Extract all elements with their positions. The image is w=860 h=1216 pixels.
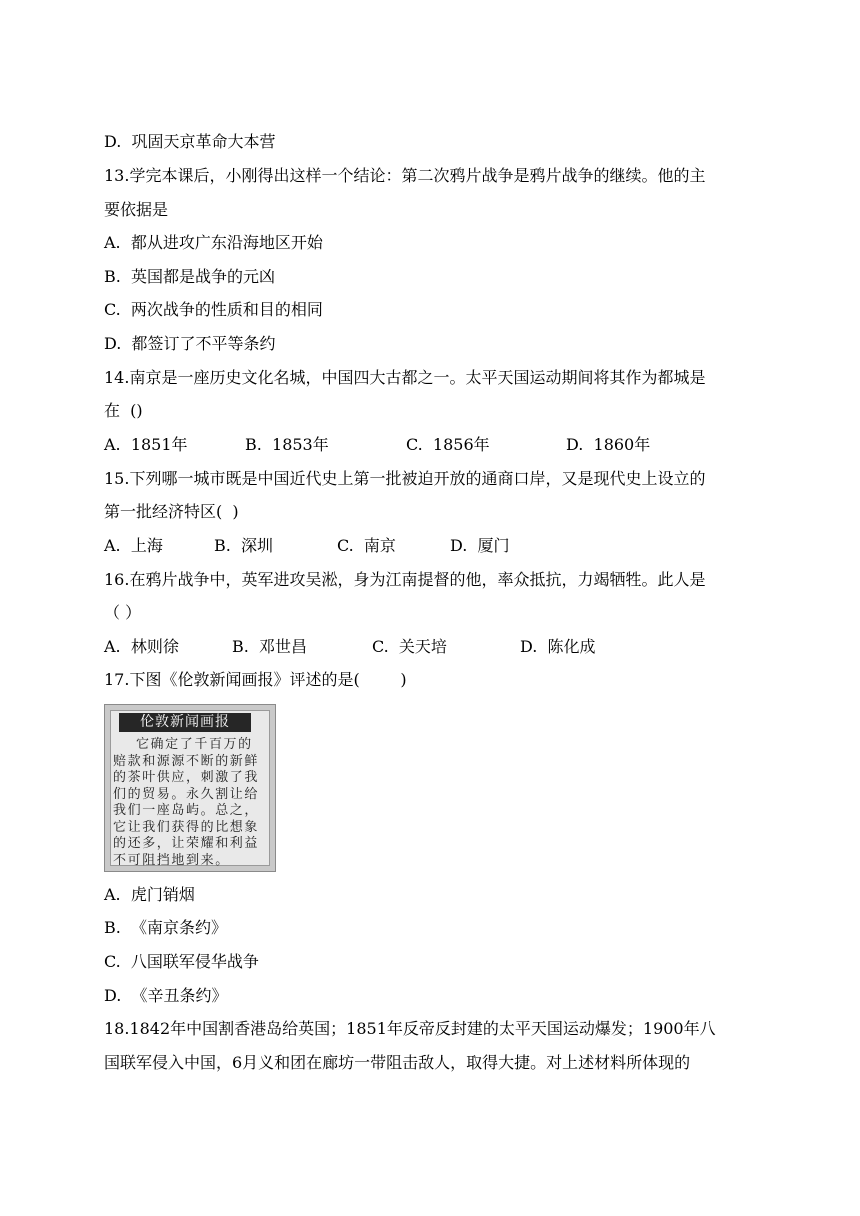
q16-option-a: A. 林则徐 (104, 637, 179, 656)
q14-stem-line-1: 14.南京是一座历史文化名城，中国四大古都之一。太平天国运动期间将其作为都城是 (104, 368, 706, 387)
q14-option-d: D. 1860年 (566, 435, 651, 454)
q12-option-d: D. 巩固天京革命大本营 (104, 132, 276, 151)
q14-option-c: C. 1856年 (406, 435, 490, 454)
q13-option-a: A. 都从进攻广东沿海地区开始 (104, 233, 323, 252)
q18-stem-line-2: 国联军侵入中国，6月义和团在廊坊一带阻击敌人，取得大捷。对上述材料所体现的 (104, 1053, 691, 1072)
q15-option-c: C. 南京 (337, 536, 396, 555)
q13-stem-line-1: 13.学完本课后，小刚得出这样一个结论：第二次鸦片战争是鸦片战争的继续。他的主 (104, 166, 706, 185)
clipping-text: 它确定了千百万的赔款和源源不断的新鲜的茶叶供应，刺激了我们的贸易。永久割让给我们一座岛屿。总之，它让我们获得的比想象的还多，让荣耀和利益不可阻挡地到来。 (113, 737, 260, 868)
q16-option-b: B. 邓世昌 (232, 637, 308, 656)
q15-stem-line-2: 第一批经济特区( ) (104, 502, 239, 521)
q17-option-c: C. 八国联军侵华战争 (104, 952, 259, 971)
q13-option-d: D. 都签订了不平等条约 (104, 334, 276, 353)
london-news-clipping-image (104, 704, 276, 872)
q16-stem-line-1: 16.在鸦片战争中，英军进攻吴淞，身为江南提督的他，率众抵抗，力竭牺牲。此人是 (104, 570, 706, 589)
q15-option-a: A. 上海 (104, 536, 163, 555)
clipping-title: 伦敦新闻画报 (119, 713, 251, 732)
q13-option-b: B. 英国都是战争的元凶 (104, 267, 276, 286)
q16-option-d: D. 陈化成 (520, 637, 596, 656)
q15-option-b: B. 深圳 (214, 536, 274, 555)
q13-option-c: C. 两次战争的性质和目的相同 (104, 300, 323, 319)
q16-option-c: C. 关天培 (372, 637, 447, 656)
q17-option-a: A. 虎门销烟 (104, 885, 195, 904)
q13-stem-line-2: 要依据是 (104, 200, 169, 219)
q18-stem-line-1: 18.1842年中国割香港岛给英国；1851年反帝反封建的太平天国运动爆发；1900年八 (104, 1019, 716, 1038)
q14-option-b: B. 1853年 (245, 435, 329, 454)
q14-option-a: A. 1851年 (104, 435, 188, 454)
q15-stem-line-1: 15.下列哪一城市既是中国近代史上第一批被迫开放的通商口岸，又是现代史上设立的 (104, 469, 706, 488)
q15-option-d: D. 厦门 (450, 536, 510, 555)
q17-option-d: D. 《辛丑条约》 (104, 986, 228, 1005)
q16-stem-line-2: （ ） (104, 603, 142, 622)
q17-stem: 17.下图《伦敦新闻画报》评述的是( ) (104, 670, 407, 689)
q14-stem-line-2: 在 () (104, 401, 143, 420)
q17-option-b: B. 《南京条约》 (104, 918, 228, 937)
